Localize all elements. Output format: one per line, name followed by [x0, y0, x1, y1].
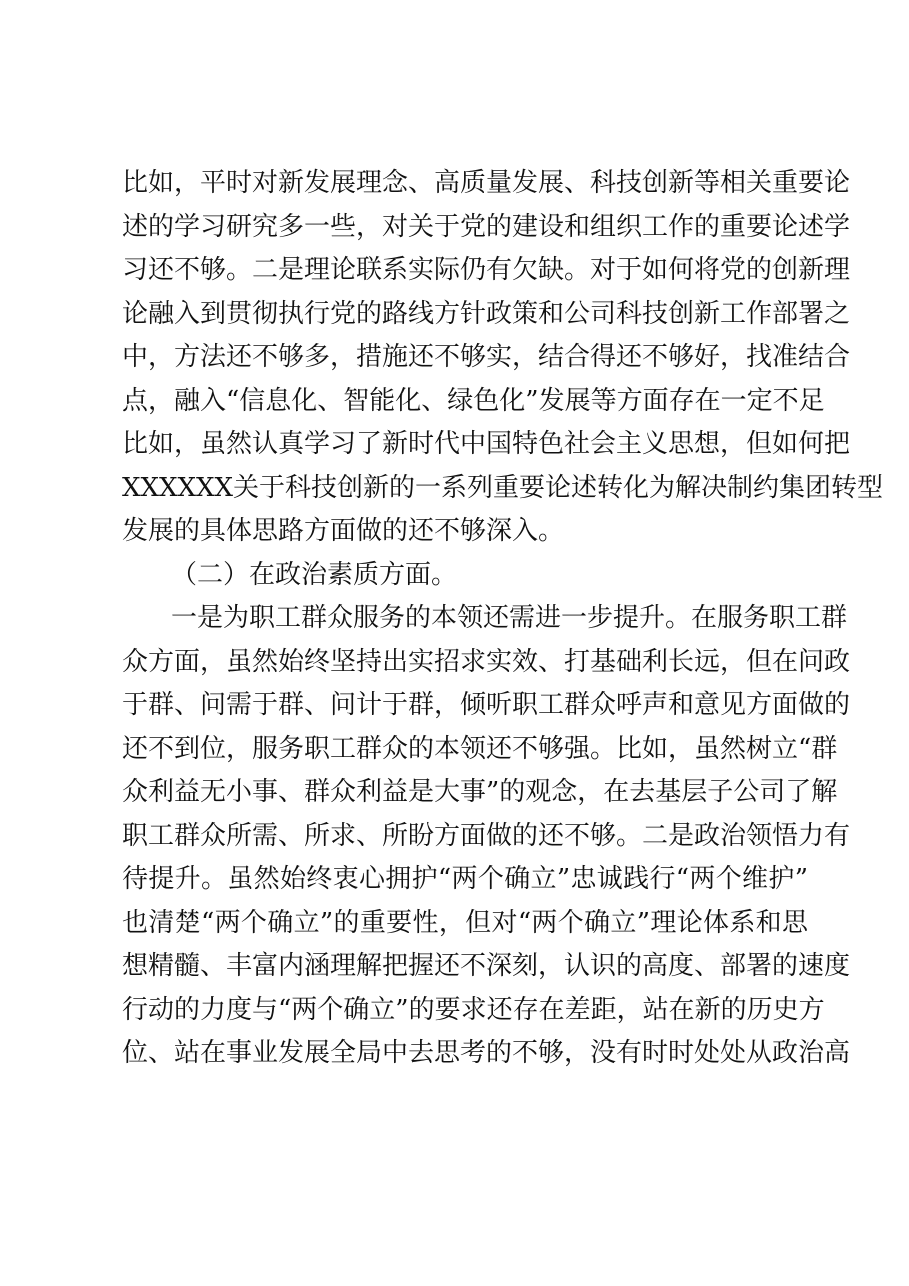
body-text-line: 行动的力度与“两个确立”的要求还存在差距，站在新的历史方	[122, 995, 825, 1025]
body-text-line: 一是为职工群众服务的本领还需进一步提升。在服务职工群	[171, 603, 848, 633]
body-text-line: 比如，虽然认真学习了新时代中国特色社会主义思想，但如何把	[122, 429, 851, 459]
body-text-line: 众利益无小事、群众利益是大事”的观念，在去基层子公司了解	[122, 777, 838, 807]
body-text-line: 于群、问需于群、问计于群，倾听职工群众呼声和意见方面做的	[122, 690, 851, 720]
body-text-line: 发展的具体思路方面做的还不够深入。	[122, 516, 565, 546]
body-text-line: 习还不够。二是理论联系实际仍有欠缺。对于如何将党的创新理	[122, 255, 851, 285]
body-text-line: 想精髓、丰富内涵理解把握还不深刻，认识的高度、部署的速度	[122, 951, 851, 981]
body-text-line: 职工群众所需、所求、所盼方面做的还不够。二是政治领悟力有	[122, 821, 851, 851]
body-text-line: 论融入到贯彻执行党的路线方针政策和公司科技创新工作部署之	[122, 299, 851, 329]
body-text-line: 比如，平时对新发展理念、高质量发展、科技创新等相关重要论	[122, 168, 851, 198]
body-text-line: 还不到位，服务职工群众的本领还不够强。比如，虽然树立“群	[122, 734, 838, 764]
body-text-line: XXXXXX关于科技创新的一系列重要论述转化为解决制约集团转型	[122, 473, 884, 503]
body-text-line: 点，融入“信息化、智能化、绿色化”发展等方面存在一定不足	[122, 386, 825, 416]
body-text-line: 位、站在事业发展全局中去思考的不够，没有时时处处从政治高	[122, 1038, 851, 1068]
body-text-line: 也清楚“两个确立”的重要性，但对“两个确立”理论体系和思	[122, 908, 808, 938]
body-text-line: 述的学习研究多一些，对关于党的建设和组织工作的重要论述学	[122, 212, 851, 242]
section-heading: （二）在政治素质方面。	[171, 560, 458, 590]
body-text-line: 待提升。虽然始终衷心拥护“两个确立”忠诚践行“两个维护”	[122, 864, 808, 894]
body-text-line: 众方面，虽然始终坚持出实招求实效、打基础利长远，但在问政	[122, 647, 851, 677]
body-text-line: 中，方法还不够多，措施还不够实，结合得还不够好，找准结合	[122, 342, 851, 372]
